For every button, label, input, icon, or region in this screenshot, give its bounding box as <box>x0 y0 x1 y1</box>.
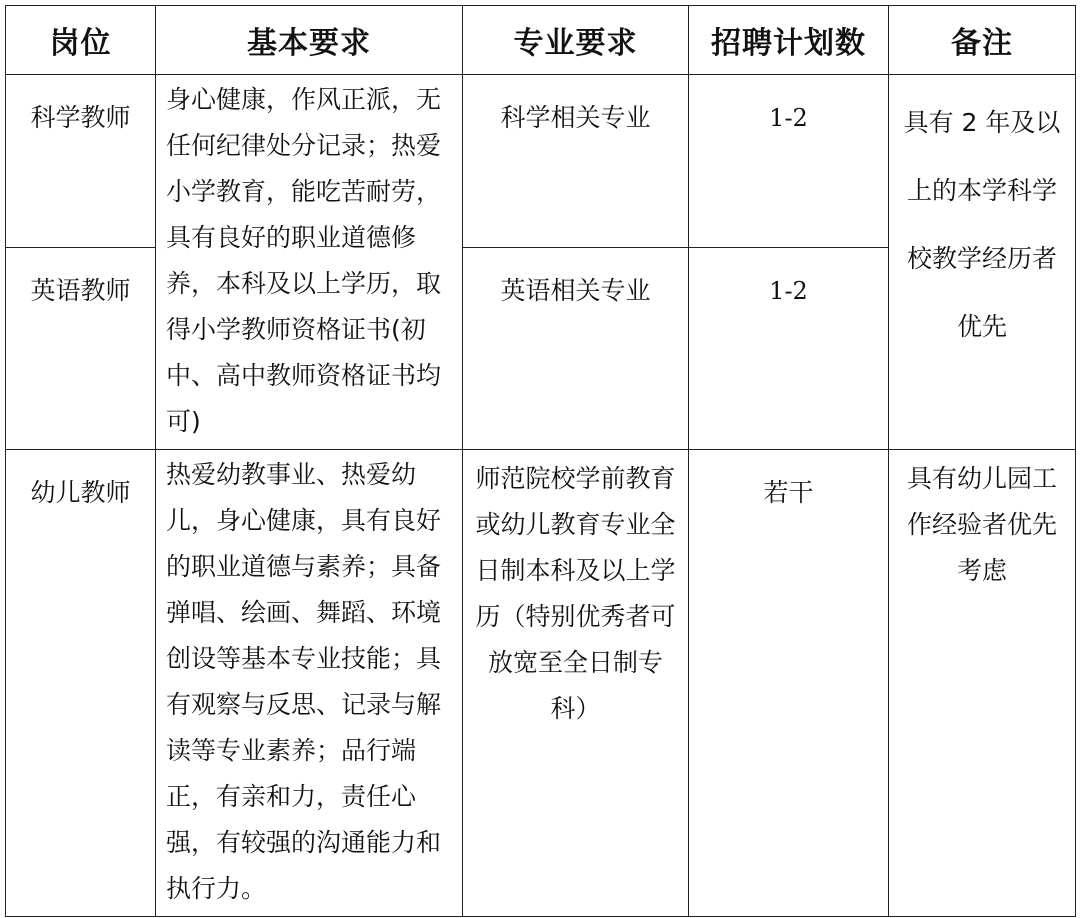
shared-notes-cell: 具有 2 年及以上的本学科学校教学经历者优先 <box>889 75 1076 450</box>
major-cell: 英语相关专业 <box>463 247 689 449</box>
count-cell: 若干 <box>689 450 889 917</box>
header-basic-requirements: 基本要求 <box>156 6 463 75</box>
basic-requirements-cell: 热爱幼教事业、热爱幼儿，身心健康，具有良好的职业道德与素养；具备弹唱、绘画、舞蹈、环境创设等基本专业技能；具有观察与反思、记录与解读等专业素养；品行端正，有亲和力，责任心强，有较强的沟通能力和执行力。 <box>156 450 463 917</box>
major-cell: 师范院校学前教育或幼儿教育专业全日制本科及以上学历（特别优秀者可放宽至全日制专科） <box>463 450 689 917</box>
header-post: 岗位 <box>6 6 156 75</box>
notes-cell: 具有幼儿园工作经验者优先考虑 <box>889 450 1076 917</box>
table-row <box>6 75 1076 248</box>
major-cell: 科学相关专业 <box>463 75 689 248</box>
recruitment-table <box>5 5 1076 917</box>
post-cell: 英语教师 <box>6 247 156 449</box>
shared-basic-requirements-cell: 身心健康，作风正派，无任何纪律处分记录；热爱小学教育，能吃苦耐劳，具有良好的职业道德修养，本科及以上学历，取得小学教师资格证书(初中、高中教师资格证书均可) <box>156 75 463 450</box>
header-hiring-count: 招聘计划数 <box>689 6 889 75</box>
post-cell: 幼儿教师 <box>6 450 156 917</box>
header-notes: 备注 <box>889 6 1076 75</box>
post-cell: 科学教师 <box>6 75 156 248</box>
count-cell: 1-2 <box>689 75 889 248</box>
header-row <box>6 6 1076 75</box>
header-major-requirements: 专业要求 <box>463 6 689 75</box>
table-row <box>6 450 1076 917</box>
count-cell: 1-2 <box>689 247 889 449</box>
